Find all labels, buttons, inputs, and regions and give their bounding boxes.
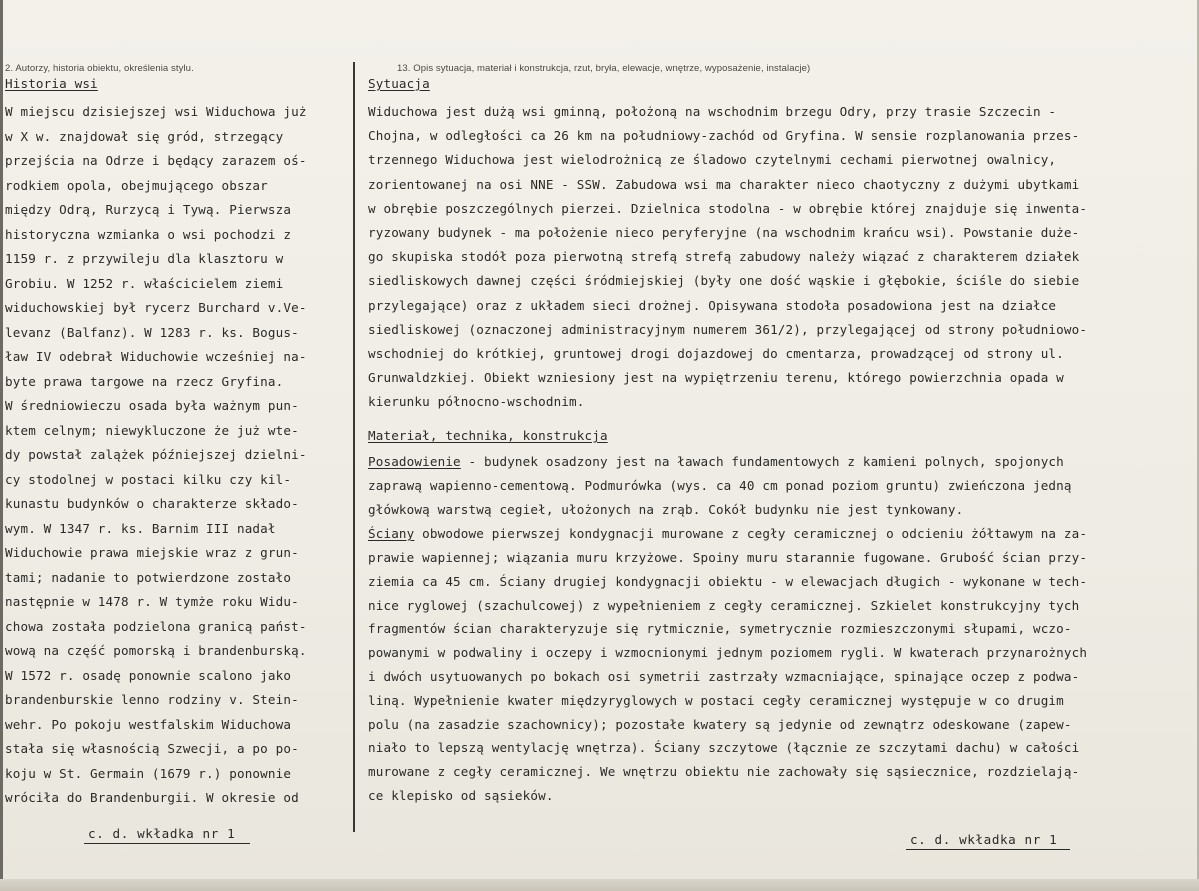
situation-line-2: trzennego Widuchowa jest wielodrożnicą ze śladowo czytelnymi cechami pierwotnej owalnicy, (368, 152, 1057, 168)
walls-line-0 (368, 525, 1087, 543)
column-divider (353, 62, 355, 832)
situation-line-6: go skupiska stodół poza pierwotną strefą strefą zabudowy należy wiązać z charakterem działek (368, 249, 1080, 265)
foundation-line-1: zaprawą wapienno-cementową. Podmurówka (wys. ca 40 cm ponad poziom gruntu) zwieńczona jedną (368, 478, 1072, 493)
right-footer-note: c. d. wkładka nr 1 (910, 832, 1058, 847)
heading-sytuacja: Sytuacja (368, 76, 430, 91)
foundation-line-2: główkową warstwą cegieł, ułożonych na zrąb. Cokół budynku nie jest tynkowany. (368, 502, 964, 517)
left-section-label: 2. Autorzy, historia obiektu, określenia stylu. (5, 63, 194, 74)
history-line-28: wróciła do Brandenburgii. W okresie od (5, 790, 299, 805)
history-line-26: stała się własnością Szwecji, a po po- (5, 741, 299, 756)
history-line-14: dy powstał zalążek późniejszej dzielni- (5, 447, 307, 462)
walls-text-0: obwodowe pierwszej kondygnacji murowane z cegły ceramicznej o odcieniu żółtawym na za- (414, 526, 1088, 541)
history-line-22: wową na część pomorską i brandenburską. (5, 643, 307, 658)
history-line-12: W średniowieczu osada była ważnym pun- (5, 398, 299, 413)
right-footer-rule (906, 849, 1070, 850)
foundation-text-0: - budynek osadzony jest na ławach fundamentowych z kamieni polnych, spojonych (460, 454, 1064, 469)
history-line-15: cy stodolnej w postaci kilku czy kil- (5, 471, 292, 487)
history-line-4: między Odrą, Rurzycą i Tywą. Pierwsza (5, 202, 292, 217)
history-line-25: wehr. Po pokoju westfalskim Widuchowa (5, 716, 292, 732)
situation-line-8: przylegające) oraz z układem sieci drożnej. Opisywana stodoła posadowiona jest na działce (368, 297, 1057, 313)
history-line-10: ław IV odebrał Widuchowie wcześniej na- (5, 349, 307, 364)
history-line-7: Grobiu. W 1252 r. właścicielem ziemi (5, 275, 284, 291)
walls-line-3: nice ryglowej (szachulcowej) z wypełnieniem z cegły ceramicznej. Szkielet konstrukcyjny tych (368, 597, 1080, 613)
situation-line-5: ryzowany budynek - ma położenie nieco peryferyjne (na wschodnim krańcu wsi). Powstanie duże- (368, 225, 1080, 240)
history-line-9: levanz (Balfanz). W 1283 r. ks. Bogus- (5, 324, 299, 340)
walls-line-1: prawie wapiennej; wiązania muru krzyżowe. Spoiny muru starannie fugowane. Grubość ścian przy- (368, 550, 1088, 565)
situation-line-9: siedliskowej (oznaczonej administracyjnym numerem 361/2), przylegającej od strony południowo- (368, 321, 1088, 337)
history-line-21: chowa została podzielona granicą państ- (5, 618, 307, 634)
history-line-27: koju w St. Germain (1679 r.) ponownie (5, 765, 292, 781)
history-line-17: wym. W 1347 r. ks. Barnim III nadał (5, 520, 276, 536)
situation-line-10: wschodniej do krótkiej, gruntowej drogi dojazdowej do cmentarza, prowadzącej od strony ul. (368, 346, 1064, 361)
left-footer-note: c. d. wkładka nr 1 (88, 826, 236, 841)
history-line-3: rodkiem opola, obejmującego obszar (5, 177, 268, 193)
walls-line-5: powanymi w podwaliny i oczepy i wzmocnionymi jednym poziomem rygli. W kwaterach przynarożnych (368, 645, 1088, 661)
walls-line-8: polu (na zasadzie szachownicy); pozostałe kwatery są jedynie od zewnątrz odeskowane (zapew- (368, 716, 1072, 732)
situation-line-4: w obrębie poszczególnych pierzei. Dzielnica stodolna - w obrębie której znajduje się inwenta- (368, 200, 1088, 216)
sheet-left-edge (0, 0, 3, 891)
situation-line-7: siedliskowych dawnej części śródmiejskiej (były one dość wąskie i głębokie, ściśle do siebie (368, 273, 1080, 289)
history-line-2: przejścia na Odrze i będący zarazem oś- (5, 153, 307, 168)
history-line-16: kunastu budynków o charakterze składo- (5, 496, 299, 511)
history-line-6: 1159 r. z przywileju dla klasztoru w (5, 251, 284, 266)
walls-line-2: ziemia ca 45 cm. Ściany drugiej kondygnacji obiektu - w elewacjach długich - wykonane w tech- (368, 573, 1088, 589)
history-line-23: W 1572 r. osadę ponownie scalono jako (5, 667, 292, 683)
history-line-0: W miejscu dzisiejszej wsi Widuchowa już (5, 104, 307, 119)
situation-line-11: Grunwaldzkiej. Obiekt wzniesiony jest na wypiętrzeniu terenu, którego powierzchnia opada w (368, 370, 1064, 386)
foundation-line-0 (368, 453, 1064, 471)
walls-line-6: i dwóch usytuowanych po bokach osi symetrii zastrzały wzmacniające, spinające oczep z podwa- (368, 669, 1080, 684)
history-line-24: brandenburskie lenno rodziny v. Stein- (5, 692, 299, 707)
right-section-label: 13. Opis sytuacja, materiał i konstrukcja, rzut, bryła, elewacje, wnętrze, wyposażenie, instalacje) (397, 63, 811, 74)
history-line-18: Widuchowie prawa miejskie wraz z grun- (5, 545, 299, 560)
foundation-label: Posadowienie (368, 454, 461, 469)
walls-line-4: fragmentów ścian charakteryzuje się rytmicznie, symetrycznie rozmieszczonymi słupami, wczo- (368, 621, 1072, 637)
situation-line-1: Chojna, w odległości ca 26 km na południowy-zachód od Gryfina. W sensie rozplanowania przes- (368, 128, 1080, 144)
history-line-20: następnie w 1478 r. W tymże roku Widu- (5, 594, 299, 609)
history-line-5: historyczna wzmianka o wsi pochodzi z (5, 226, 292, 242)
situation-line-12: kierunku północno-wschodnim. (368, 394, 585, 410)
walls-line-7: liną. Wypełnienie kwater międzyryglowych w postaci cegły ceramicznej występuje w co drugim (368, 692, 1064, 708)
left-footer-rule (84, 843, 250, 844)
history-line-19: tami; nadanie to potwierdzone zostało (5, 569, 292, 585)
heading-material: Materiał, technika, konstrukcja (368, 428, 608, 443)
situation-line-0: Widuchowa jest dużą wsi gminną, położoną na wschodnim brzegu Odry, przy trasie Szczecin - (368, 104, 1057, 119)
walls-line-9: niało to lepszą wentylację wnętrza). Ściany szczytowe (łącznie ze szczytami dachu) w całości (368, 740, 1080, 756)
heading-historia-wsi: Historia wsi (5, 76, 98, 91)
walls-label: Ściany (368, 526, 415, 541)
history-line-13: ktem celnym; niewykluczone że już wte- (5, 422, 299, 438)
situation-line-3: zorientowanej na osi NNE - SSW. Zabudowa wsi ma charakter nieco chaotyczny z dużymi ubytkami (368, 176, 1080, 192)
walls-line-11: ce klepisko od sąsieków. (368, 788, 554, 803)
walls-line-10: murowane z cegły ceramicznej. We wnętrzu obiektu nie zachowały się sąsiecznice, rozdzielają- (368, 764, 1080, 780)
history-line-8: widuchowskiej był rycerz Burchard v.Ve- (5, 300, 307, 315)
sheet-bottom-edge (0, 879, 1199, 891)
history-line-11: byte prawa targowe na rzecz Gryfina. (5, 373, 284, 389)
history-line-1: w X w. znajdował się gród, strzegący (5, 128, 284, 144)
